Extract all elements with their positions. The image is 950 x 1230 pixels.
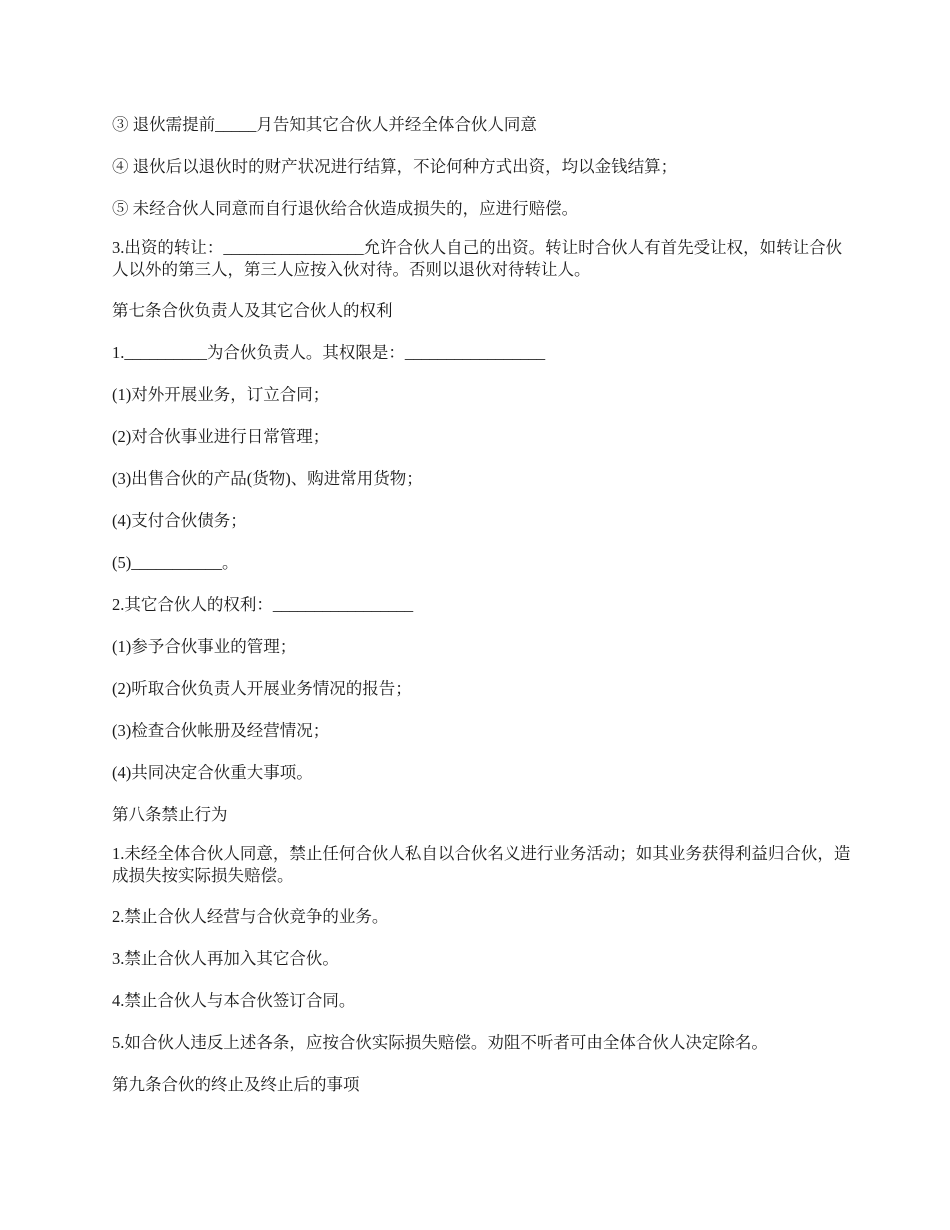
article-8-heading: 第八条禁止行为 <box>112 805 228 824</box>
list-item: (4)支付合伙债务； <box>112 511 247 530</box>
list-item: (5)___________。 <box>112 553 239 572</box>
clause-prohibition-5: 5.如合伙人违反上述各条，应按合伙实际损失赔偿。劝阻不听者可由全体合伙人决定除名。 <box>112 1033 768 1052</box>
list-item: (4)共同决定合伙重大事项。 <box>112 763 313 782</box>
clause-prohibition-3: 3.禁止合伙人再加入其它合伙。 <box>112 949 339 968</box>
clause-prohibition-1: 1.未经全体合伙人同意，禁止任何合伙人私自以合伙名义进行业务活动；如其业务获得利益归合伙，造成损失按实际损失赔偿。 <box>112 844 851 885</box>
clause-withdrawal-compensation: ⑤ 未经合伙人同意而自行退伙给合伙造成损失的，应进行赔偿。 <box>112 199 579 218</box>
clause-capital-transfer: 3.出资的转让：_________________允许合伙人自己的出资。转让时合伙人有首先受让权，如转让合伙人以外的第三人，第三人应按入伙对待。否则以退伙对待转让人。 <box>112 238 843 279</box>
list-item: (3)出售合伙的产品(货物)、购进常用货物； <box>112 469 423 488</box>
article-7-heading: 第七条合伙负责人及其它合伙人的权利 <box>112 301 393 320</box>
clause-prohibition-4: 4.禁止合伙人与本合伙签订合同。 <box>112 991 356 1010</box>
article-9-heading: 第九条合伙的终止及终止后的事项 <box>112 1075 360 1094</box>
list-item: (1)参予合伙事业的管理； <box>112 637 297 656</box>
clause-withdrawal-settlement: ④ 退伙后以退伙时的财产状况进行结算，不论何种方式出资，均以金钱结算； <box>112 157 678 176</box>
list-item: (1)对外开展业务，订立合同； <box>112 385 330 404</box>
list-item: (2)对合伙事业进行日常管理； <box>112 427 330 446</box>
list-item: (3)检查合伙帐册及经营情况； <box>112 721 330 740</box>
list-item: (2)听取合伙负责人开展业务情况的报告； <box>112 679 412 698</box>
clause-withdrawal-notice: ③ 退伙需提前_____月告知其它合伙人并经全体合伙人同意 <box>112 115 537 134</box>
clause-other-partner-rights: 2.其它合伙人的权利：_________________ <box>112 595 414 614</box>
clause-prohibition-2: 2.禁止合伙人经营与合伙竞争的业务。 <box>112 907 389 926</box>
clause-responsible-person: 1.__________为合伙负责人。其权限是：_________________ <box>112 343 546 362</box>
